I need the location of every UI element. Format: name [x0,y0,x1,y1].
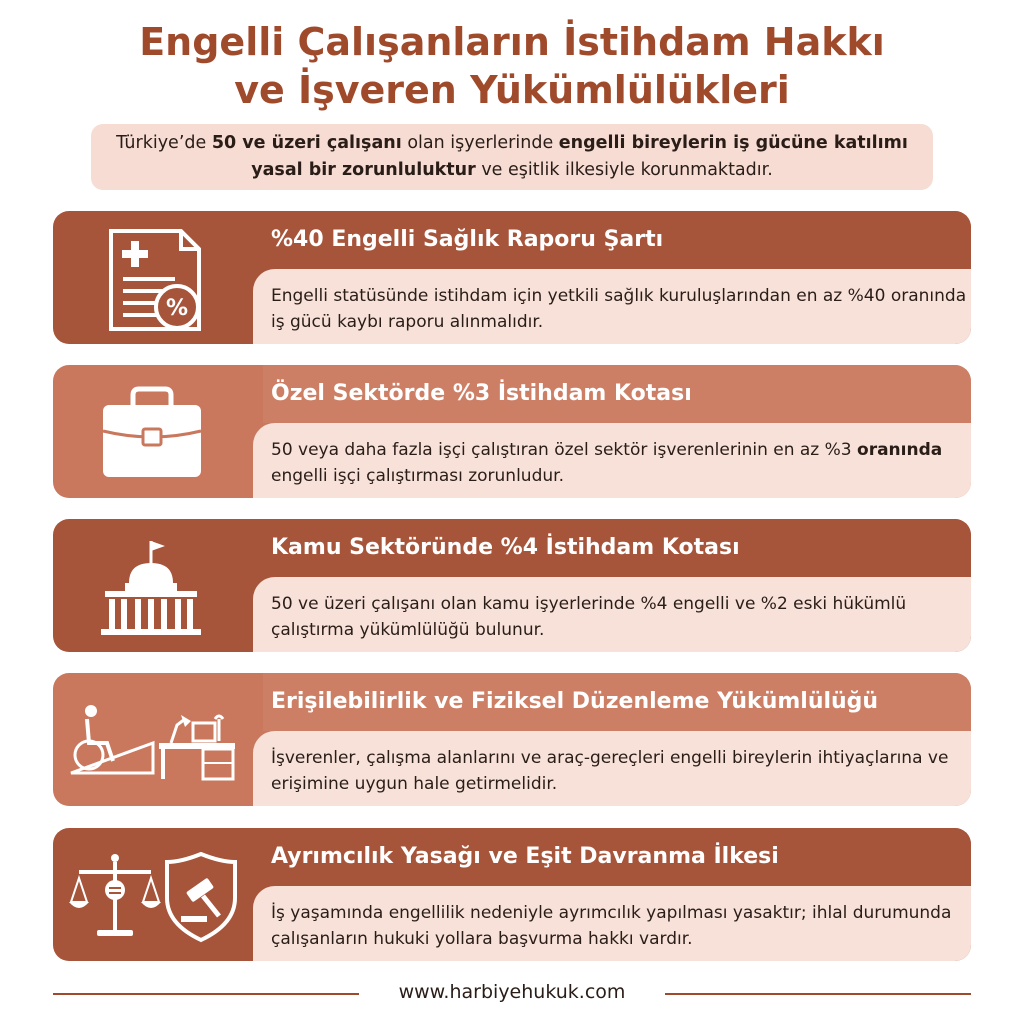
wheelchair-ramp-desk-icon [53,673,253,806]
card-text: 50 ve üzeri çalışanı olan kamu işyerlerinde %4 engelli ve %2 eski hükümlü çalıştırma yükümlülüğü bulunur. [271,594,907,640]
card-public-sector-quota [53,519,971,652]
intro-bold-1: 50 ve üzeri çalışanı [211,133,402,153]
card-non-discrimination [53,828,971,961]
card-health-report [53,211,971,344]
card-text: Engelli statüsünde istihdam için yetkili sağlık kuruluşlarından en az %40 oranında iş gücü kaybı raporu alınmalıdır. [271,286,967,332]
card-text: İş yaşamında engellilik nedeniyle ayrımcılık yapılması yasaktır; ihlal durumunda çalışanların hukuki yollara başvurma hakkı vardır. [271,903,952,949]
card-text-a: 50 veya daha fazla işçi çalıştıran özel sektör işverenlerinin en az %3 [271,440,858,460]
medical-report-percent-icon [53,211,253,344]
card-body [253,423,971,498]
card-body [253,577,971,652]
intro-text-3: ve eşitlik ilkesiyle korunmaktadır. [475,160,773,180]
card-title-bar [263,673,971,731]
svg-text:%: % [165,296,189,321]
briefcase-icon [53,365,253,498]
intro-bold-2: engelli bireylerin iş gücüne katılımı yasal bir zorunluluktur [251,133,908,180]
card-title-bar [263,519,971,577]
card-title-bar [263,211,971,269]
intro-box [91,124,933,190]
card-title: Ayrımcılık Yasağı ve Eşit Davranma İlkesi [271,844,779,869]
card-body [253,886,971,961]
card-text-b: engelli işçi çalıştırması zorunludur. [271,466,564,486]
card-title: Özel Sektörde %3 İstihdam Kotası [271,381,692,406]
page-title [0,18,1024,114]
government-building-icon [53,519,253,652]
website-link[interactable]: www.harbiyehukuk.com [398,981,626,1003]
card-title: %40 Engelli Sağlık Raporu Şartı [271,227,664,252]
scales-gavel-shield-icon [53,828,253,961]
card-text-bold: oranında [857,440,943,460]
card-title-bar [263,828,971,886]
page-title-line-2: ve İşveren Yükümlülükleri [234,68,790,112]
intro-text-1: Türkiye’de [116,133,212,153]
card-body [253,731,971,806]
intro-text-2: olan işyerlerinde [401,133,559,153]
card-accessibility [53,673,971,806]
card-text: İşverenler, çalışma alanlarını ve araç-gereçleri engelli bireylerin ihtiyaçlarına ve erişimine uygun hale getirmelidir. [271,748,949,794]
card-private-sector-quota [53,365,971,498]
card-title: Kamu Sektöründe %4 İstihdam Kotası [271,535,740,560]
page-title-line-1: Engelli Çalışanların İstihdam Hakkı [139,20,885,64]
card-title-bar [263,365,971,423]
card-title: Erişilebilirlik ve Fiziksel Düzenleme Yükümlülüğü [271,689,879,714]
card-body [253,269,971,344]
